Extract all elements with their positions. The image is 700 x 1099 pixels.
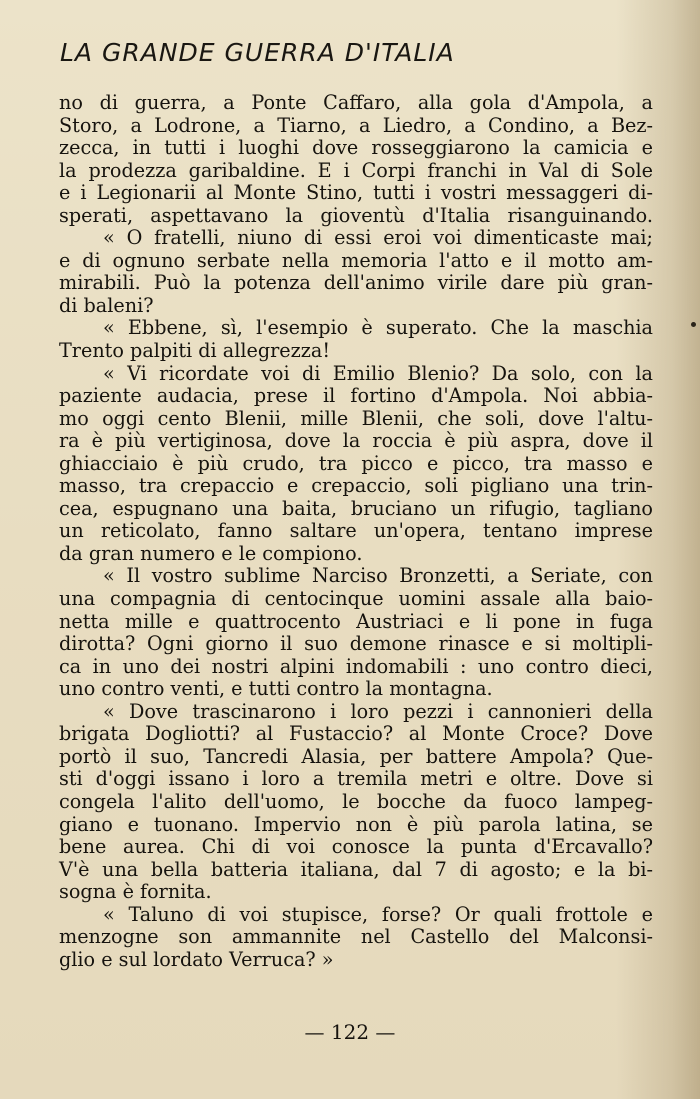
text-line: Trento palpiti di allegrezza! xyxy=(59,339,331,363)
text-line: ca in uno dei nostri alpini indomabili : uno contro dieci, xyxy=(59,654,653,678)
running-title: LA GRANDE GUERRA D'ITALIA xyxy=(60,38,455,67)
text-line: una compagnia di centocinque uomini assale alla baio- xyxy=(59,587,653,611)
text-line: « Taluno di voi stupisce, forse? Or quali frottole e xyxy=(103,902,653,926)
text-line: « Dove trascinarono i loro pezzi i cannonieri della xyxy=(103,699,653,723)
ink-speck xyxy=(691,322,696,327)
text-line: Storo, a Lodrone, a Tiarno, a Liedro, a Condino, a Bez- xyxy=(59,113,653,137)
text-line: e i Legionarii al Monte Stino, tutti i vostri messaggeri di- xyxy=(59,181,653,205)
text-line: uno contro venti, e tutti contro la montagna. xyxy=(59,677,493,701)
text-line: mirabili. Può la potenza dell'animo virile dare più gran- xyxy=(59,271,653,295)
text-line: da gran numero e le compiono. xyxy=(59,541,363,565)
text-line: sti d'oggi issano i loro a tremila metri e oltre. Dove si xyxy=(59,767,653,791)
text-line: giano e tuonano. Impervio non è più parola latina, se xyxy=(59,812,653,836)
text-line: netta mille e quattrocento Austriaci e li pone in fuga xyxy=(59,609,653,633)
text-line: bene aurea. Chi di voi conosce la punta d'Ercavallo? xyxy=(59,835,653,859)
text-line: un reticolato, fanno saltare un'opera, tentano imprese xyxy=(59,519,653,543)
text-line: la prodezza garibaldine. E i Corpi franchi in Val di Sole xyxy=(59,158,653,182)
text-line: zecca, in tutti i luoghi dove rosseggiarono la camicia e xyxy=(59,136,653,160)
text-line: di baleni? xyxy=(59,293,154,317)
text-line: « O fratelli, niuno di essi eroi voi dimenticaste mai; xyxy=(103,226,653,250)
text-line: portò il suo, Tancredi Alasia, per battere Ampola? Que- xyxy=(59,744,653,768)
text-line: sperati, aspettavano la gioventù d'Italia risanguinando. xyxy=(59,203,653,227)
text-line: ra è più vertiginosa, dove la roccia è più aspra, dove il xyxy=(59,429,653,453)
text-line: glio e sul lordato Verruca? » xyxy=(59,947,334,971)
text-line: « Il vostro sublime Narciso Bronzetti, a Seriate, con xyxy=(103,564,653,588)
text-line: « Ebbene, sì, l'esempio è superato. Che la maschia xyxy=(103,316,653,340)
text-line: cea, espugnano una baita, bruciano un rifugio, tagliano xyxy=(59,496,653,520)
page-number: — 122 — xyxy=(304,1020,396,1044)
text-line: menzogne son ammannite nel Castello del Malconsi- xyxy=(59,925,653,949)
text-line: masso, tra crepaccio e crepaccio, soli pigliano una trin- xyxy=(59,474,653,498)
text-line: V'è una bella batteria italiana, dal 7 di agosto; e la bi- xyxy=(59,857,653,881)
text-line: e di ognuno serbate nella memoria l'atto e il motto am- xyxy=(59,248,653,272)
text-line: mo oggi cento Blenii, mille Blenii, che soli, dove l'altu- xyxy=(59,406,653,430)
text-line: congela l'alito dell'uomo, le bocche da fuoco lampeg- xyxy=(59,789,653,813)
text-line: sogna è fornita. xyxy=(59,880,212,904)
text-line: « Vi ricordate voi di Emilio Blenio? Da solo, con la xyxy=(103,361,653,385)
text-line: no di guerra, a Ponte Caffaro, alla gola d'Ampola, a xyxy=(59,91,653,114)
text-line: brigata Dogliotti? al Fustaccio? al Monte Croce? Dove xyxy=(59,722,653,746)
text-line: ghiacciaio è più crudo, tra picco e picco, tra masso e xyxy=(59,451,653,475)
text-line: dirotta? Ogni giorno il suo demone rinasce e si moltipli- xyxy=(59,632,653,656)
body-text xyxy=(59,92,653,971)
text-line: paziente audacia, prese il fortino d'Ampola. Noi abbia- xyxy=(59,384,653,408)
